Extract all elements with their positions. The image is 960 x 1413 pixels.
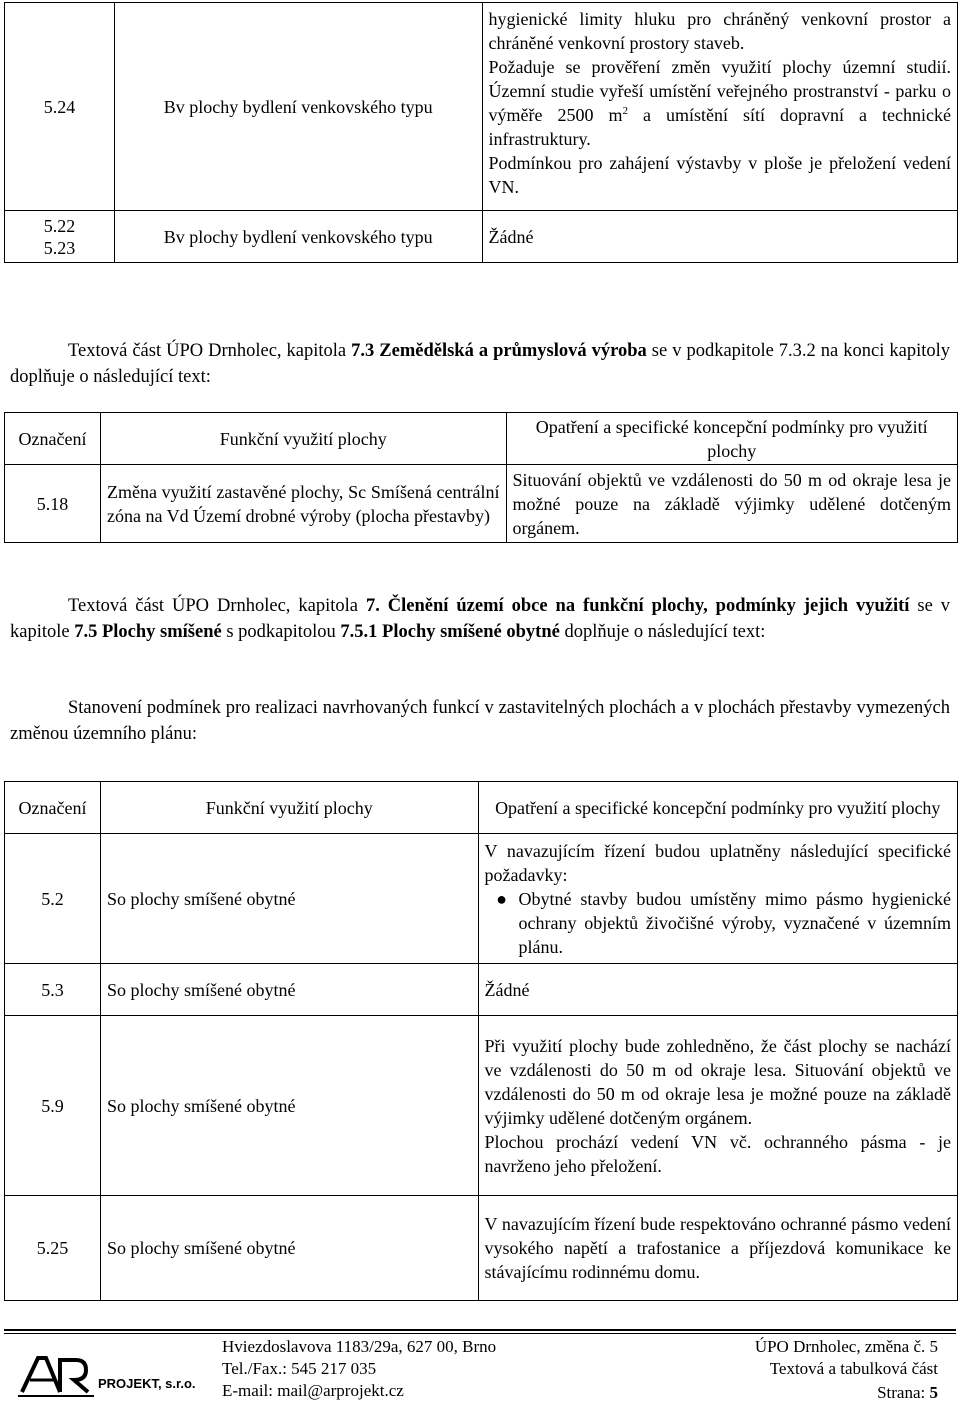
row-code: 5.25 (5, 1196, 101, 1301)
row-measures: V navazujícím řízení budou uplatněny následující specifické požadavky: ● Obytné stavby budou umístěny mimo pásmo hygienické ochrany objektů živočišné výroby, vyznačené v územním plánu. (478, 834, 958, 964)
row-code: 5.9 (5, 1016, 101, 1196)
footer-page-number: Strana: 5 (877, 1383, 938, 1402)
table-header (5, 782, 958, 834)
footer-doc-subtitle: Textová a tabulková část (769, 1359, 938, 1378)
footer-email: E-mail: mail@arprojekt.cz (222, 1381, 404, 1400)
row-area: So plochy smíšené obytné (100, 1196, 478, 1301)
footer-divider (4, 1329, 956, 1331)
top-table (4, 2, 958, 263)
header-designation: Označení (5, 782, 101, 834)
row-measures: Žádné (482, 211, 958, 263)
measure-line: Požaduje se prověření změn využití plochy územní studií. Územní studie vyřeší umístění veřejného prostranství - parku o výměře 2500 $m^2$ a umístění sítí dopravní a technické infrastruktury. (488, 57, 951, 149)
footer-divider-thin (4, 1333, 956, 1334)
paragraph-chapter-7: Textová část ÚPO Drnholec, kapitola 7. Členění území obce na funkční plochy, podmínky jejich využití se v kapitole 7.5 Plochy smíšené s podkapitolou 7.5.1 Plochy smíšené obytné doplňuje o následující text: (10, 596, 950, 642)
row-area: Bv plochy bydlení venkovského typu (114, 3, 482, 211)
table-row (5, 465, 958, 543)
row-area: Bv plochy bydlení venkovského typu (114, 211, 482, 263)
measure-line: hygienické limity hluku pro chráněný venkovní prostor a chráněné venkovní prostory staveb. (488, 9, 951, 53)
measure-line: Podmínkou pro zahájení výstavby v ploše je přeložení vedení VN. (488, 153, 951, 197)
table-row (5, 211, 958, 263)
bullet-icon: ● (496, 888, 507, 909)
header-function: Funkční využití plochy (100, 413, 506, 465)
header-measures: Opatření a specifické koncepční podmínky pro využití plochy (506, 413, 958, 465)
row-measures: Při využití plochy bude zohledněno, že část plochy se nachází ve vzdálenosti do 50 m od okraje lesa. Situování objektů ve vzdálenosti do 50 m od okraje lesa je možné pouze na základě výjimky udělené dotčeným orgánem. Plochou prochází vedení VN vč. ochranného pásma - je navrženo jeho přeložení. (478, 1016, 958, 1196)
row-measures: Žádné (478, 964, 958, 1016)
company-logo (16, 1352, 196, 1402)
table-row (5, 3, 958, 211)
row-code: 5.22 5.23 (5, 211, 115, 263)
row-code: 5.18 (5, 465, 101, 543)
table-row (5, 964, 958, 1016)
header-function: Funkční využití plochy (100, 782, 478, 834)
paragraph-conditions: Stanovení podmínek pro realizaci navrhovaných funkcí v zastavitelných plochách a v plochách přestavby vymezených změnou územního plánu: (10, 698, 950, 744)
row-area: So plochy smíšené obytné (100, 834, 478, 964)
table-row (5, 834, 958, 964)
row-measures (482, 3, 958, 211)
table-5-18 (4, 412, 958, 543)
row-measures: Situování objektů ve vzdálenosti do 50 m od okraje lesa je možné pouze na základě výjimky udělené dotčeným orgánem. (506, 465, 958, 543)
table-so-plochy (4, 781, 958, 1301)
paragraph-chapter-7-3: Textová část ÚPO Drnholec, kapitola 7.3 Zemědělská a průmyslová výroba se v podkapitole 7.3.2 na konci kapitoly doplňuje o následující text: (10, 341, 950, 387)
table-row (5, 1016, 958, 1196)
table-row (5, 1196, 958, 1301)
row-measures: V navazujícím řízení bude respektováno ochranné pásmo vedení vysokého napětí a trafostanice a příjezdová komunikace ke stávajícímu rodinnému domu. (478, 1196, 958, 1301)
header-measures: Opatření a specifické koncepční podmínky pro využití plochy (478, 782, 958, 834)
table-header (5, 413, 958, 465)
footer-address: Hviezdoslavova 1183/29a, 627 00, Brno (222, 1337, 497, 1356)
row-area: So plochy smíšené obytné (100, 1016, 478, 1196)
footer-doc-title: ÚPO Drnholec, změna č. 5 (754, 1337, 938, 1356)
row-area: Změna využití zastavěné plochy, Sc Smíšená centrální zóna na Vd Území drobné výroby (plocha přestavby) (100, 465, 506, 543)
row-area: So plochy smíšené obytné (100, 964, 478, 1016)
header-designation: Označení (5, 413, 101, 465)
row-code: 5.2 (5, 834, 101, 964)
logo-text: PROJEKT, s.r.o. (98, 1376, 196, 1391)
footer-phone: Tel./Fax.: 545 217 035 (222, 1359, 377, 1378)
row-code: 5.24 (5, 3, 115, 211)
row-code: 5.3 (5, 964, 101, 1016)
